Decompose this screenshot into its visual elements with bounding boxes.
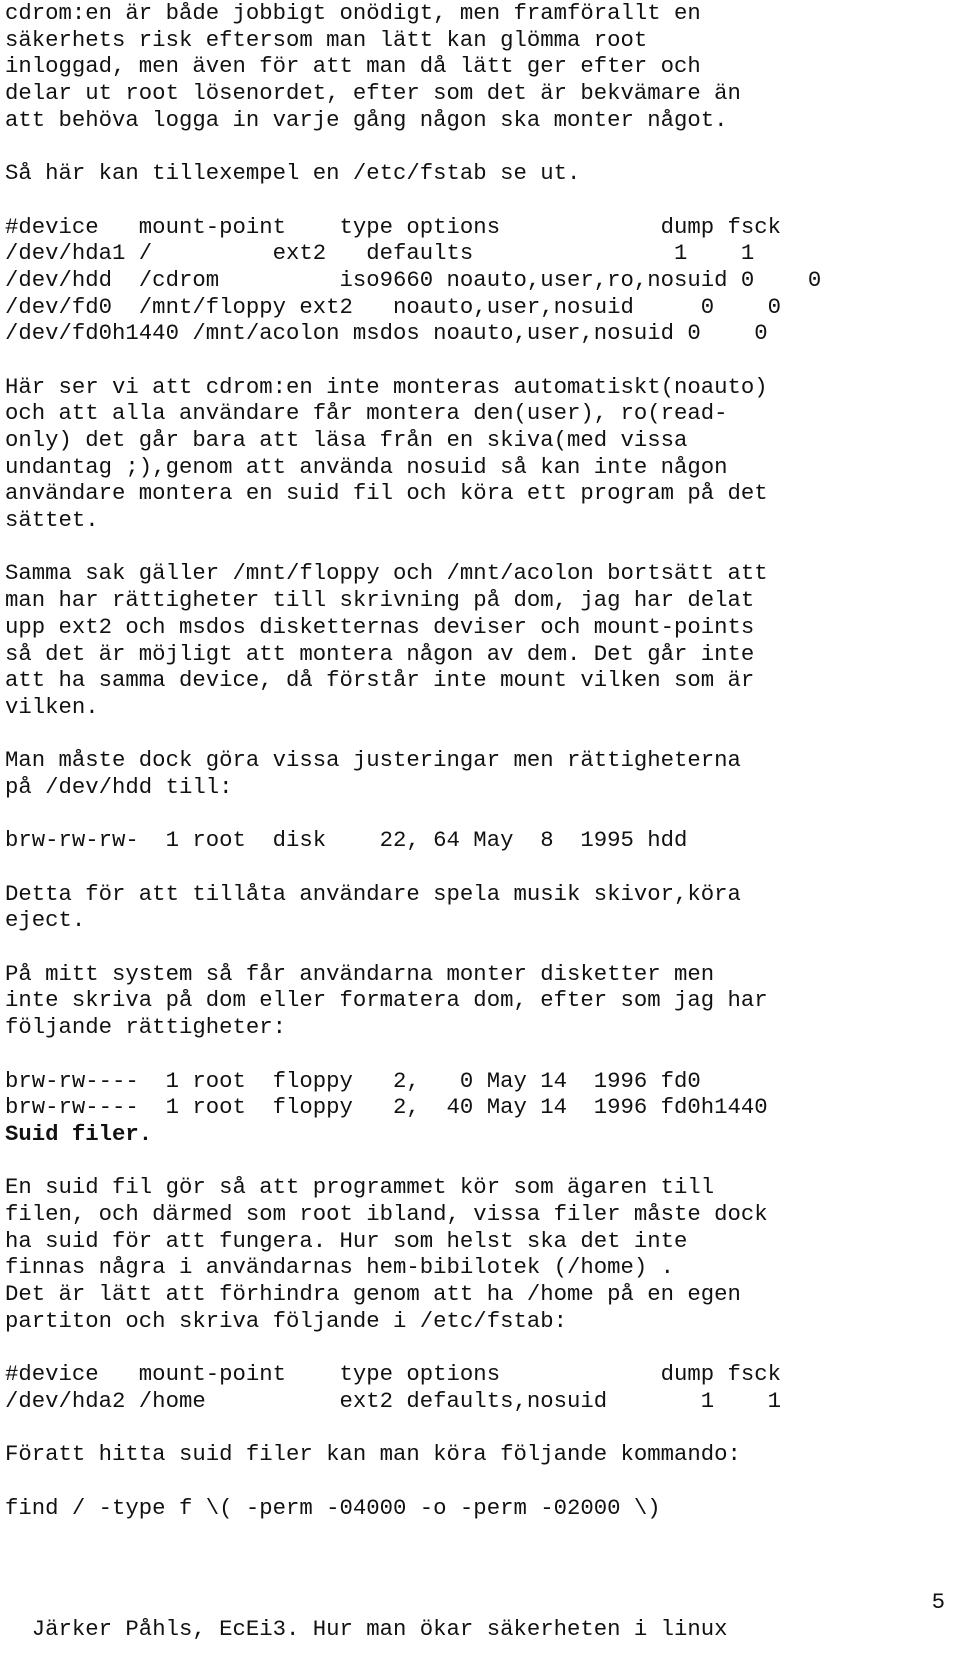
- find-command: find / -type f \( -perm -04000 -o -perm -02000 \): [5, 1494, 661, 1521]
- fstab-intro: Så här kan tillexempel en /etc/fstab se ut.: [5, 160, 581, 187]
- text-line: filen, och därmed som root ibland, vissa filer måste dock: [5, 1200, 768, 1227]
- text-line: cdrom:en är både jobbigt onödigt, men framförallt en: [5, 0, 701, 26]
- text-line: att behöva logga in varje gång någon ska monter något.: [5, 106, 728, 133]
- text-line: delar ut root lösenordet, efter som det är bekvämare än: [5, 80, 741, 107]
- fstab-example: [5, 214, 955, 347]
- text-line: inloggad, men även för att man då lätt ger efter och: [5, 53, 701, 80]
- text-line: så det är möjligt att montera någon av dem. Det går inte: [5, 640, 755, 667]
- text-line: undantag ;),genom att använda nosuid så kan inte någon: [5, 453, 728, 480]
- page-number: 5: [931, 1589, 945, 1615]
- text-line: och att alla användare får montera den(user), ro(read-: [5, 400, 728, 427]
- text-line: eject.: [5, 907, 86, 934]
- fstab-row: /dev/fd0h1440 /mnt/acolon msdos noauto,user,nosuid 0 0: [5, 320, 768, 347]
- fstab-header: #device mount-point type options dump fsck: [5, 213, 782, 240]
- hdd-reason: [5, 881, 955, 934]
- text-line: på /dev/hdd till:: [5, 773, 233, 800]
- text-line: Detta för att tillåta användare spela musik skivor,köra: [5, 880, 741, 907]
- text-line: En suid fil gör så att programmet kör som ägaren till: [5, 1174, 715, 1201]
- fstab-row: /dev/hda2 /home ext2 defaults,nosuid 1 1: [5, 1387, 782, 1414]
- document-page: [5, 0, 955, 1521]
- listing-row: brw-rw---- 1 root floppy 2, 0 May 14 1996 fd0: [5, 1067, 701, 1094]
- home-fstab: [5, 1361, 955, 1414]
- text-line: vilken.: [5, 693, 99, 720]
- text-line: säkerhets risk eftersom man lätt kan glömma root: [5, 26, 648, 53]
- text-line: Samma sak gäller /mnt/floppy och /mnt/acolon bortsätt att: [5, 560, 768, 587]
- floppy-permissions-intro: [5, 961, 955, 1041]
- text-line: only) det går bara att läsa från en skiva(med vissa: [5, 427, 688, 453]
- listing-row: brw-rw---- 1 root floppy 2, 40 May 14 1996 fd0h1440: [5, 1094, 768, 1121]
- floppy-explanation: [5, 560, 955, 720]
- fstab-row: /dev/hda1 / ext2 defaults 1 1: [5, 240, 755, 267]
- text-line: följande rättigheter:: [5, 1014, 286, 1041]
- footer-text: Järker Påhls, EcEi3. Hur man ökar säkerheten i linux: [31, 1615, 728, 1642]
- text-line: sättet.: [5, 507, 99, 534]
- floppy-listing: [5, 1068, 955, 1121]
- text-line: Man måste dock göra vissa justeringar men rättigheterna: [5, 747, 741, 774]
- text-line: ha suid för att fungera. Hur som helst ska det inte: [5, 1227, 688, 1254]
- text-line: inte skriva på dom eller formatera dom, efter som jag har: [5, 987, 768, 1014]
- fstab-row: /dev/hdd /cdrom iso9660 noauto,user,ro,nosuid 0 0: [5, 266, 822, 293]
- fstab-row: /dev/fd0 /mnt/floppy ext2 noauto,user,nosuid 0 0: [5, 293, 782, 320]
- text-line: upp ext2 och msdos disketternas deviser och mount-points: [5, 613, 755, 640]
- hdd-permissions-intro: [5, 747, 955, 800]
- intro-paragraph: [5, 0, 955, 133]
- text-line: att ha samma device, då förstår inte mount vilken som är: [5, 667, 755, 694]
- text-line: partiton och skriva följande i /etc/fstab:: [5, 1307, 567, 1334]
- text-line: finnas några i användarnas hem-bibilotek (/home) .: [5, 1254, 675, 1281]
- hdd-listing: brw-rw-rw- 1 root disk 22, 64 May 8 1995 hdd: [5, 827, 688, 854]
- page-footer: [5, 1589, 955, 1669]
- section-heading: Suid filer.: [5, 1120, 153, 1147]
- suid-paragraph: [5, 1174, 955, 1334]
- find-intro: Föratt hitta suid filer kan man köra följande kommando:: [5, 1441, 741, 1468]
- cdrom-explanation: [5, 374, 955, 534]
- text-line: På mitt system så får användarna monter disketter men: [5, 960, 715, 987]
- text-line: Här ser vi att cdrom:en inte monteras automatiskt(noauto): [5, 373, 768, 400]
- fstab-header: #device mount-point type options dump fsck: [5, 1361, 782, 1388]
- text-line: Det är lätt att förhindra genom att ha /home på en egen: [5, 1281, 741, 1307]
- text-line: användare montera en suid fil och köra ett program på det: [5, 480, 768, 507]
- text-line: man har rättigheter till skrivning på dom, jag har delat: [5, 587, 755, 614]
